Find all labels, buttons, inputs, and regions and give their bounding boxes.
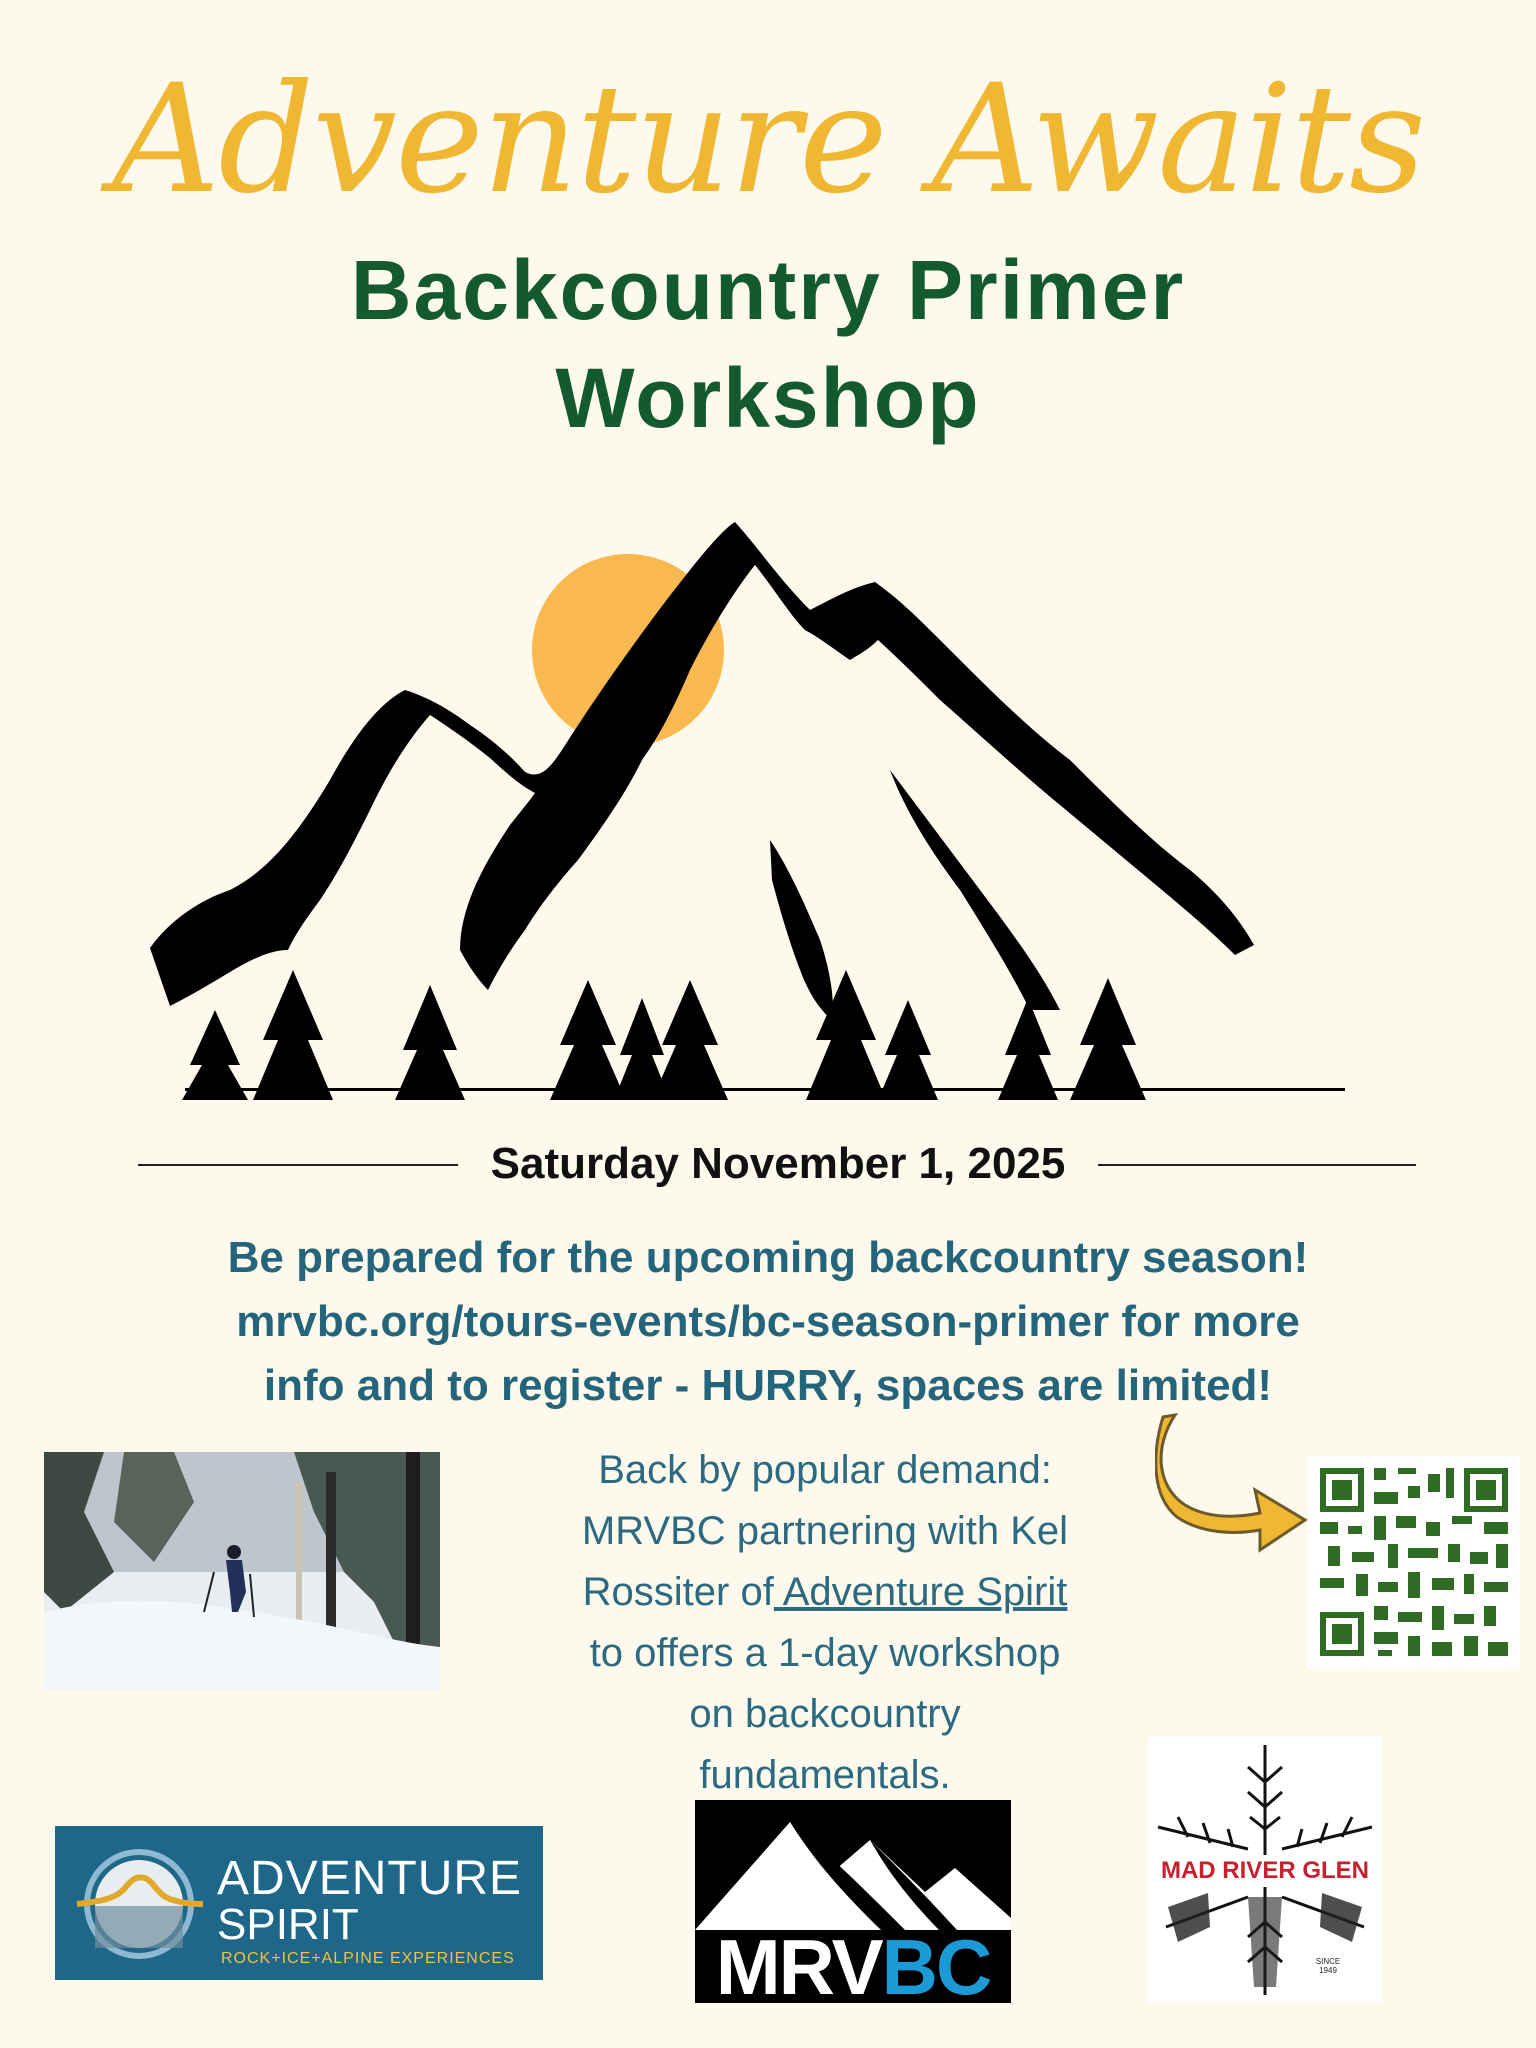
mrvbc-wordmark-mrv: MRV [715, 1923, 882, 2003]
mountain-range-icon [150, 522, 1254, 1020]
mrvbc-wordmark-bc: BC [881, 1923, 991, 2003]
body-line-1: Back by popular demand: [598, 1448, 1052, 1492]
body-line-3-prefix: Rossiter of [582, 1570, 774, 1614]
adventure-spirit-tagline: ROCK+ICE+ALPINE EXPERIENCES [221, 1950, 515, 1967]
curved-arrow-icon [1155, 1405, 1315, 1555]
registration-link[interactable]: mrvbc.org/tours-events/bc-season-primer for more [236, 1297, 1300, 1346]
script-title: Adventure Awaits [111, 53, 1425, 227]
ground-line [185, 1088, 1345, 1091]
tree-row-icon [182, 970, 1146, 1100]
mrvbc-logo [695, 1800, 1011, 2003]
mad-river-glen-wordmark: MAD RIVER GLEN [1160, 1857, 1369, 1884]
body-line-2: MRVBC partnering with Kel [581, 1509, 1069, 1553]
mrvbc-wordmark [695, 1923, 1011, 2003]
body-line-4: to offers a 1-day workshop [589, 1631, 1061, 1675]
lead-line-3: info and to register - HURRY, spaces are limited! [263, 1361, 1273, 1410]
adventure-spirit-logo [55, 1826, 543, 1980]
skier-photo [44, 1452, 440, 1690]
date-divider-left [138, 1164, 458, 1166]
adventure-spirit-word-2: SPIRIT [217, 1900, 359, 1949]
body-line-5: on backcountry [689, 1692, 961, 1736]
body-line-3 [505, 1562, 1145, 1623]
body-line-6: fundamentals. [699, 1753, 951, 1797]
sunrise-ring-icon [75, 1842, 205, 1964]
date-divider-right [1098, 1164, 1416, 1166]
adventure-spirit-word-1: ADVENTURE [217, 1852, 523, 1905]
mountain-illustration [130, 510, 1410, 1100]
qr-code-icon[interactable] [1308, 1456, 1520, 1668]
workshop-title-line-1: Backcountry Primer [350, 243, 1186, 337]
workshop-title-line-2: Workshop [555, 351, 981, 445]
mrvbc-mountain-icon [695, 1800, 1011, 1930]
event-date: Saturday November 1, 2025 [490, 1139, 1066, 1188]
mad-river-glen-logo [1148, 1737, 1382, 2003]
mad-river-glen-since: SINCE 1949 [1315, 1957, 1341, 1975]
lead-line-1: Be prepared for the upcoming backcountry season! [227, 1233, 1309, 1282]
adventure-spirit-link[interactable]: Adventure Spirit [773, 1570, 1068, 1614]
